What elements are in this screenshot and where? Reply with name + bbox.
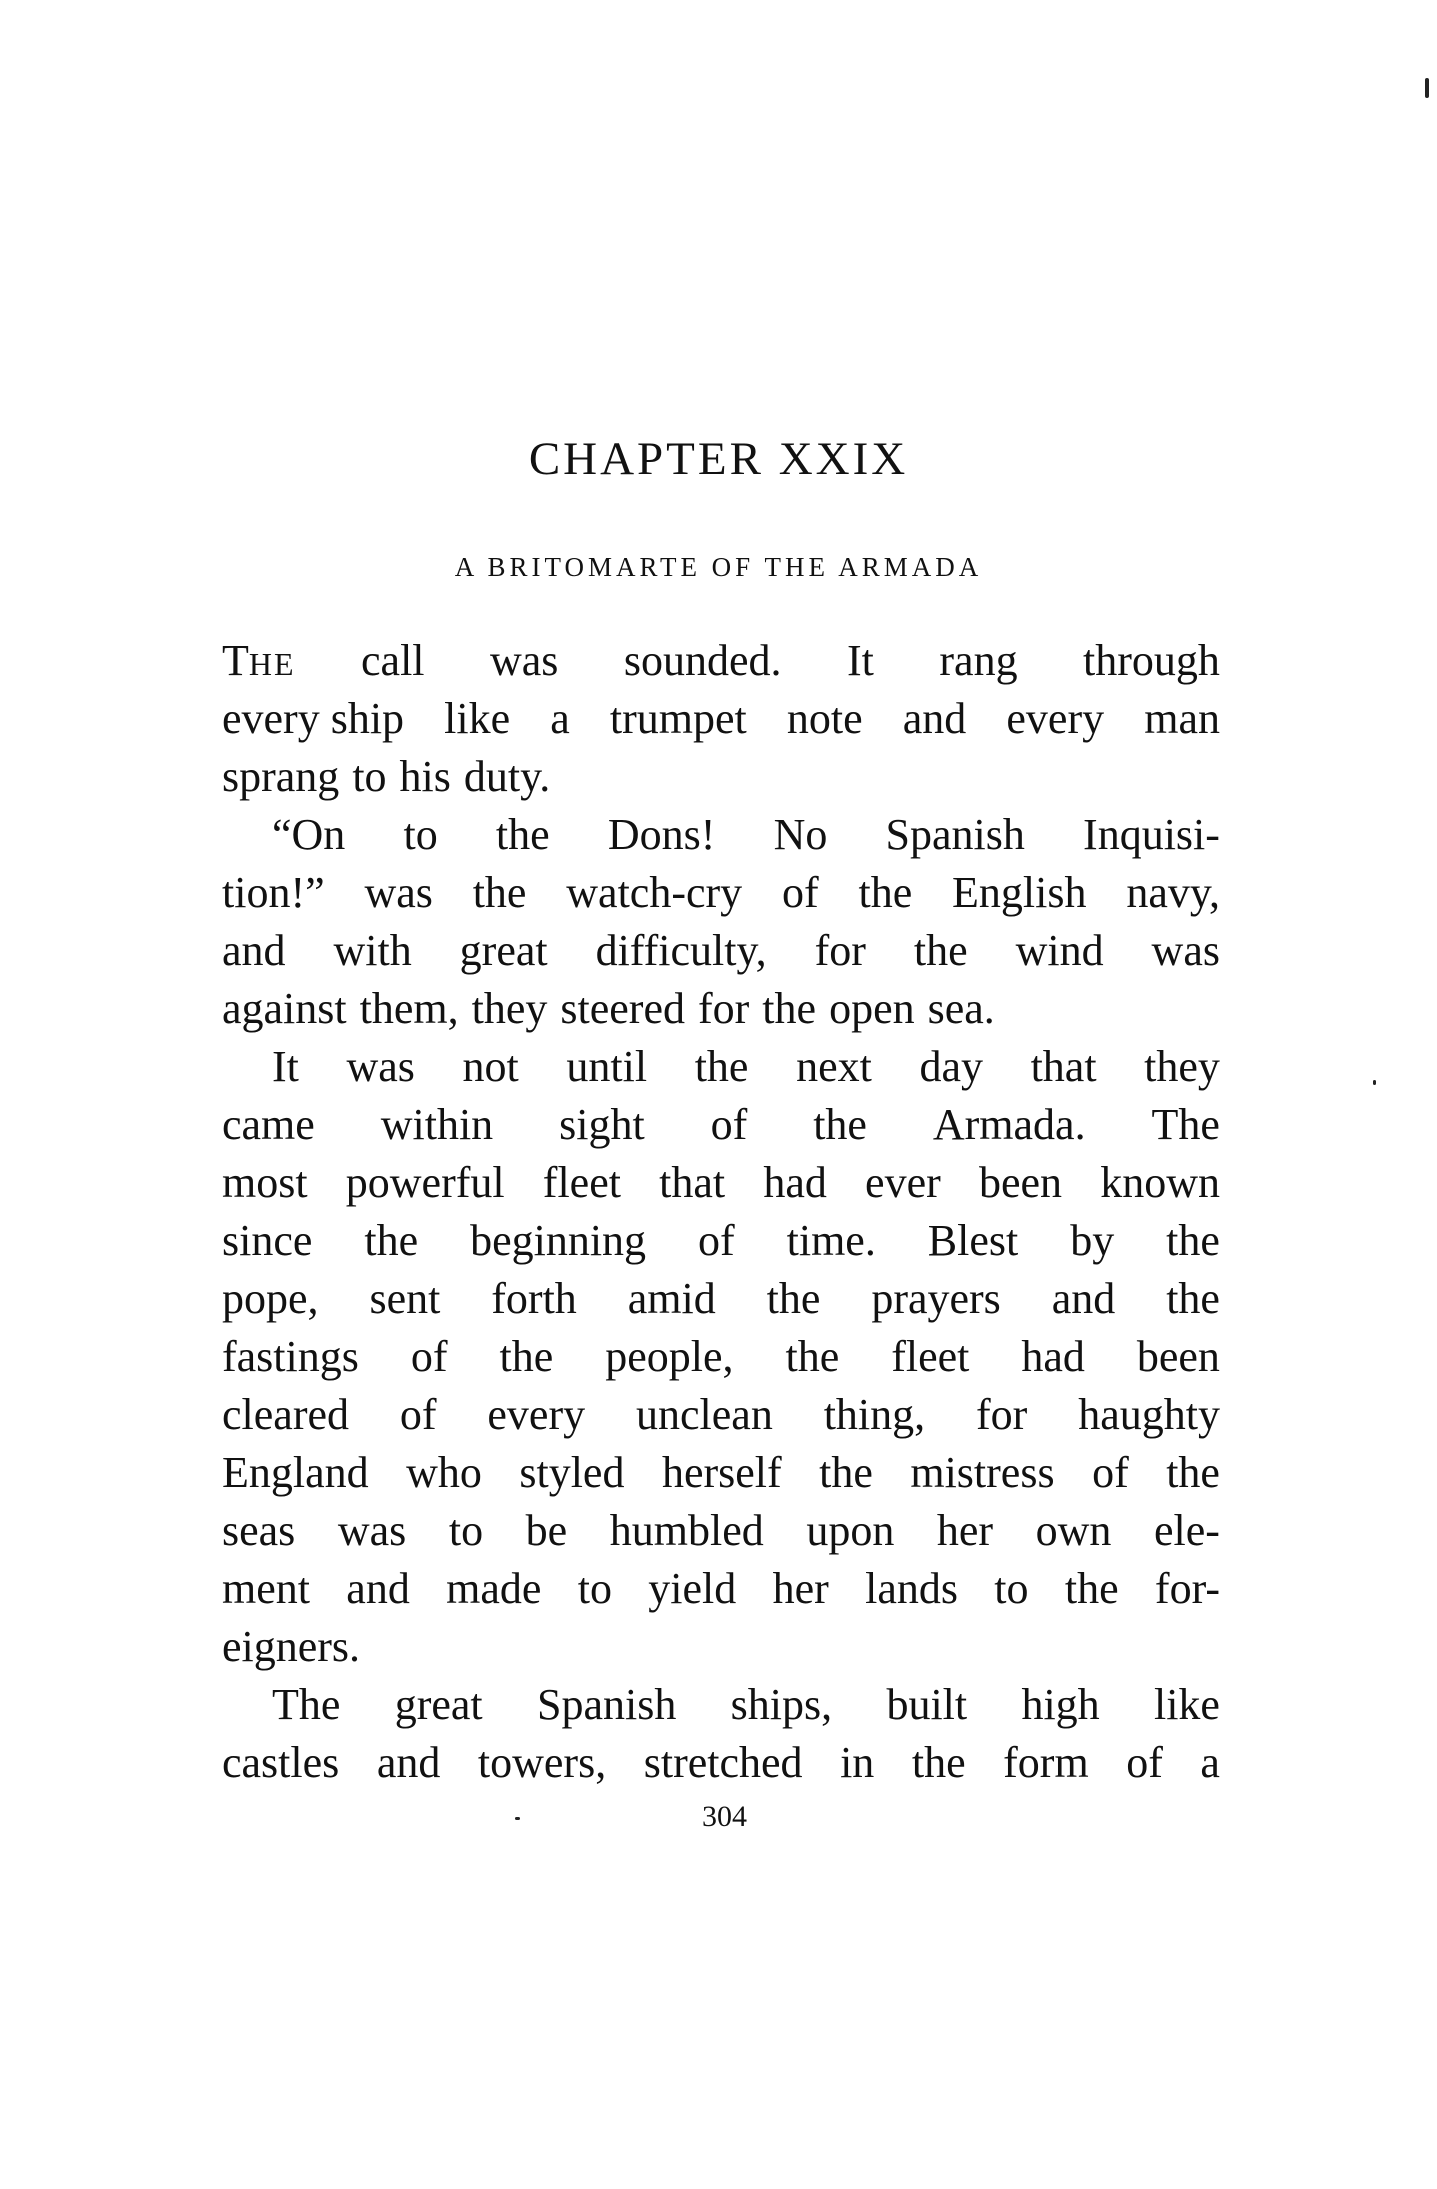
word: most xyxy=(222,1158,308,1207)
word: time. xyxy=(786,1216,876,1265)
word: prayers xyxy=(871,1274,1001,1323)
word: within xyxy=(380,1100,494,1149)
text-line xyxy=(222,1328,1220,1386)
word: they xyxy=(471,984,548,1033)
word: that xyxy=(1030,1042,1097,1091)
word: ships, xyxy=(730,1680,833,1729)
body-text xyxy=(222,632,1220,1792)
word: for xyxy=(976,1390,1028,1439)
word: the xyxy=(472,868,527,917)
word: sprang xyxy=(222,752,340,801)
word: for- xyxy=(1154,1564,1220,1613)
word: duty. xyxy=(463,752,551,801)
word: great xyxy=(459,926,548,975)
text-line xyxy=(222,1618,1220,1676)
word: towers, xyxy=(477,1738,607,1787)
word: Spanish xyxy=(885,810,1025,859)
word: in xyxy=(840,1738,875,1787)
word: rang xyxy=(939,636,1018,685)
word: difficulty, xyxy=(595,926,767,975)
word: the xyxy=(913,926,968,975)
word: man xyxy=(1144,694,1220,743)
text-line xyxy=(222,748,1220,806)
word: came xyxy=(222,1100,315,1149)
word: and xyxy=(222,926,286,975)
word: styled xyxy=(519,1448,625,1497)
word: of xyxy=(1126,1738,1163,1787)
word: eigners. xyxy=(222,1622,361,1671)
word: stretched xyxy=(643,1738,803,1787)
text-line xyxy=(222,1676,1220,1734)
text-line xyxy=(222,806,1220,864)
word: was xyxy=(364,868,433,917)
text-line xyxy=(222,1560,1220,1618)
word: pope, xyxy=(222,1274,319,1323)
word: Blest xyxy=(927,1216,1019,1265)
word: forth xyxy=(491,1274,577,1323)
word: like xyxy=(444,694,511,743)
word: the xyxy=(364,1216,419,1265)
word: call xyxy=(361,636,425,685)
word: open xyxy=(829,984,915,1033)
word: until xyxy=(566,1042,648,1091)
word: sounded. xyxy=(623,636,782,685)
word: seas xyxy=(222,1506,296,1555)
word: that xyxy=(659,1158,726,1207)
word: trumpet xyxy=(609,694,747,743)
word: haughty xyxy=(1078,1390,1220,1439)
word: known xyxy=(1100,1158,1220,1207)
word: they xyxy=(1144,1042,1220,1091)
text-line xyxy=(222,1734,1220,1792)
word: every ship xyxy=(222,694,405,743)
word: of xyxy=(1092,1448,1129,1497)
word: the xyxy=(785,1332,840,1381)
word: wind xyxy=(1015,926,1104,975)
word: steered xyxy=(560,984,685,1033)
word: the xyxy=(762,984,817,1033)
word: against xyxy=(222,984,347,1033)
word: ele- xyxy=(1153,1506,1220,1555)
word: No xyxy=(773,810,828,859)
word: her xyxy=(936,1506,994,1555)
word: the xyxy=(495,810,550,859)
word: THE xyxy=(222,636,296,685)
word: Inquisi- xyxy=(1083,810,1220,859)
word: upon xyxy=(806,1506,895,1555)
word: to xyxy=(994,1564,1029,1613)
word: the xyxy=(858,868,913,917)
word: the xyxy=(1166,1216,1220,1265)
word: fleet xyxy=(542,1158,621,1207)
word: fastings xyxy=(222,1332,359,1381)
word: every xyxy=(1006,694,1105,743)
text-line xyxy=(222,1154,1220,1212)
word: sent xyxy=(369,1274,441,1323)
word: through xyxy=(1083,636,1220,685)
word: the xyxy=(499,1332,554,1381)
word: made xyxy=(446,1564,542,1613)
word: who xyxy=(406,1448,482,1497)
word: herself xyxy=(661,1448,782,1497)
word: since xyxy=(222,1216,313,1265)
word: great xyxy=(394,1680,483,1729)
word: sea. xyxy=(927,984,995,1033)
word: unclean xyxy=(636,1390,773,1439)
word: been xyxy=(978,1158,1063,1207)
text-line xyxy=(222,1270,1220,1328)
text-line xyxy=(222,632,1220,690)
text-line xyxy=(222,980,1220,1038)
text-line xyxy=(222,1386,1220,1444)
word: the xyxy=(813,1100,867,1149)
word: castles xyxy=(222,1738,340,1787)
word: England xyxy=(222,1448,369,1497)
word: the xyxy=(1166,1448,1220,1497)
word: had xyxy=(763,1158,827,1207)
word: was xyxy=(1151,926,1220,975)
word: not xyxy=(462,1042,519,1091)
word: the xyxy=(911,1738,966,1787)
text-line xyxy=(222,864,1220,922)
word: fleet xyxy=(891,1332,970,1381)
word: The xyxy=(1151,1100,1220,1149)
word: “On xyxy=(272,810,346,859)
text-line xyxy=(222,1212,1220,1270)
word: and xyxy=(346,1564,410,1613)
word: of xyxy=(710,1100,748,1149)
word: high xyxy=(1021,1680,1100,1729)
word: people, xyxy=(605,1332,734,1381)
word: of xyxy=(782,868,819,917)
word: a xyxy=(550,694,570,743)
scan-speck xyxy=(1425,78,1429,98)
chapter-heading: CHAPTER XXIX xyxy=(528,433,909,485)
text-line xyxy=(222,690,1220,748)
word: to xyxy=(448,1506,484,1555)
page-number: 304 xyxy=(702,1800,747,1833)
word: the xyxy=(694,1042,749,1091)
word: It xyxy=(847,636,874,685)
word: of xyxy=(410,1332,448,1381)
word: them, xyxy=(359,984,459,1033)
word: English xyxy=(952,868,1087,917)
word: Spanish xyxy=(536,1680,677,1729)
word: was xyxy=(490,636,559,685)
word: ment xyxy=(222,1564,310,1613)
word: the xyxy=(1166,1274,1220,1323)
text-line xyxy=(222,922,1220,980)
word: his xyxy=(399,752,451,801)
word: of xyxy=(399,1390,437,1439)
word: to xyxy=(577,1564,612,1613)
word: mistress xyxy=(910,1448,1055,1497)
text-line xyxy=(222,1444,1220,1502)
chapter-subtitle: A BRITOMARTE OF THE ARMADA xyxy=(454,552,983,582)
word: cleared xyxy=(222,1390,349,1439)
word: form xyxy=(1003,1738,1089,1787)
word: powerful xyxy=(345,1158,505,1207)
word: Armada. xyxy=(932,1100,1086,1149)
word: own xyxy=(1035,1506,1112,1555)
word: and xyxy=(1051,1274,1116,1323)
word: sight xyxy=(559,1100,645,1149)
word: by xyxy=(1070,1216,1115,1265)
word: her xyxy=(772,1564,829,1613)
word: been xyxy=(1136,1332,1220,1381)
word: beginning xyxy=(470,1216,647,1265)
word: note xyxy=(786,694,863,743)
word: for xyxy=(814,926,866,975)
word: yield xyxy=(648,1564,737,1613)
word: and xyxy=(902,694,967,743)
word: It xyxy=(272,1042,299,1091)
word: for xyxy=(697,984,750,1033)
word: the xyxy=(766,1274,821,1323)
text-line xyxy=(222,1502,1220,1560)
word: amid xyxy=(627,1274,716,1323)
word: and xyxy=(376,1738,441,1787)
word: thing, xyxy=(823,1390,926,1439)
word: like xyxy=(1153,1680,1220,1729)
word: next xyxy=(796,1042,872,1091)
word: with xyxy=(333,926,412,975)
word: The xyxy=(272,1680,341,1729)
word: navy, xyxy=(1126,868,1220,917)
word: day xyxy=(919,1042,983,1091)
word: was xyxy=(337,1506,407,1555)
text-line xyxy=(222,1038,1220,1096)
word: built xyxy=(886,1680,968,1729)
word: was xyxy=(346,1042,415,1091)
word: of xyxy=(698,1216,735,1265)
scan-speck xyxy=(1373,1080,1376,1085)
word: every xyxy=(487,1390,586,1439)
word: watch-cry xyxy=(566,868,743,917)
word: ever xyxy=(865,1158,941,1207)
text-line xyxy=(222,1096,1220,1154)
word: humbled xyxy=(609,1506,764,1555)
word: be xyxy=(525,1506,568,1555)
word: lands xyxy=(865,1564,958,1613)
word: had xyxy=(1021,1332,1085,1381)
word: to xyxy=(352,752,387,801)
word: tion!” xyxy=(222,868,325,917)
word: the xyxy=(819,1448,873,1497)
word: to xyxy=(403,810,438,859)
word: Dons! xyxy=(607,810,716,859)
word: a xyxy=(1200,1738,1220,1787)
word: the xyxy=(1064,1564,1119,1613)
